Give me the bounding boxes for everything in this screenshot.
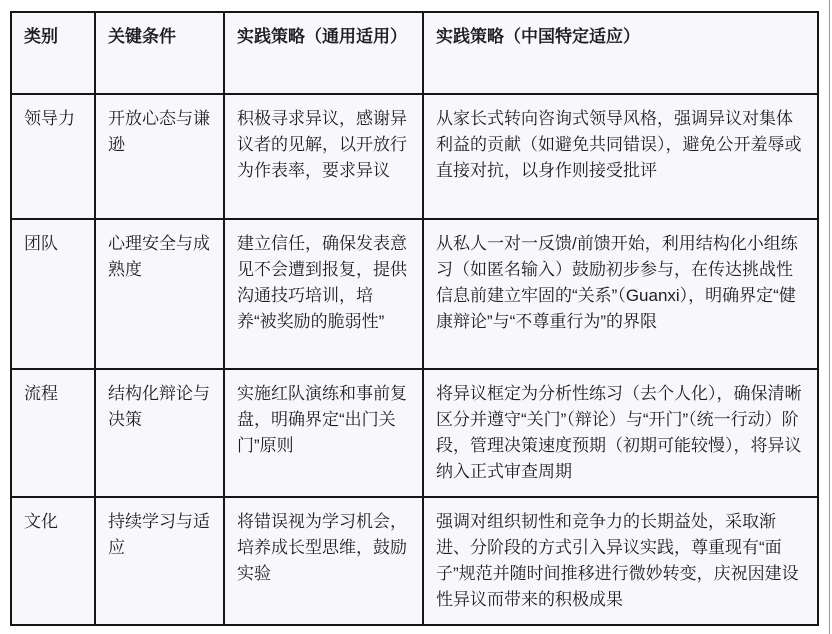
cell-general-strategy: 建立信任，确保发表意见不会遭到报复，提供沟通技巧培训，培养“被奖励的脆弱性”: [224, 219, 423, 369]
cell-key-condition: 心理安全与成熟度: [95, 219, 224, 369]
cell-category: 团队: [11, 219, 95, 369]
cell-category: 文化: [11, 497, 95, 625]
table-row-culture: [11, 497, 818, 625]
table-row-leadership: [11, 94, 818, 219]
dissent-strategy-table: [10, 11, 819, 626]
cell-key-condition: 开放心态与谦逊: [95, 94, 224, 219]
cell-general-strategy: 将错误视为学习机会，培养成长型思维，鼓励实验: [224, 497, 423, 625]
cell-china-strategy: 强调对组织韧性和竞争力的长期益处，采取渐进、分阶段的方式引入异议实践，尊重现有“面子”规范并随时间推移进行微妙转变，庆祝因建设性异议而带来的积极成果: [423, 497, 818, 625]
table-header-row: [11, 12, 818, 94]
cell-china-strategy: 从家长式转向咨询式领导风格，强调异议对集体利益的贡献（如避免共同错误），避免公开羞辱或直接对抗，以身作则接受批评: [423, 94, 818, 219]
header-category: 类别: [11, 12, 95, 94]
screenshot-right-edge-line: [829, 0, 830, 634]
table-row-process: [11, 369, 818, 497]
cell-china-strategy: 从私人一对一反馈/前馈开始，利用结构化小组练习（如匿名输入）鼓励初步参与，在传达挑战性信息前建立牢固的“关系”（Guanxi），明确界定“健康辩论”与“不尊重行为”的界限: [423, 219, 818, 369]
cell-key-condition: 结构化辩论与决策: [95, 369, 224, 497]
cell-category: 领导力: [11, 94, 95, 219]
cell-key-condition: 持续学习与适应: [95, 497, 224, 625]
header-general-strategy: 实践策略（通用适用）: [224, 12, 423, 94]
cell-general-strategy: 积极寻求异议，感谢异议者的见解，以开放行为作表率，要求异议: [224, 94, 423, 219]
cell-category: 流程: [11, 369, 95, 497]
header-china-strategy: 实践策略（中国特定适应）: [423, 12, 818, 94]
cell-general-strategy: 实施红队演练和事前复盘，明确界定“出门关门”原则: [224, 369, 423, 497]
table-row-team: [11, 219, 818, 369]
header-key-condition: 关键条件: [95, 12, 224, 94]
cell-china-strategy: 将异议框定为分析性练习（去个人化），确保清晰区分并遵守“关门”（辩论）与“开门”（统一行动）阶段，管理决策速度预期（初期可能较慢），将异议纳入正式审查周期: [423, 369, 818, 497]
